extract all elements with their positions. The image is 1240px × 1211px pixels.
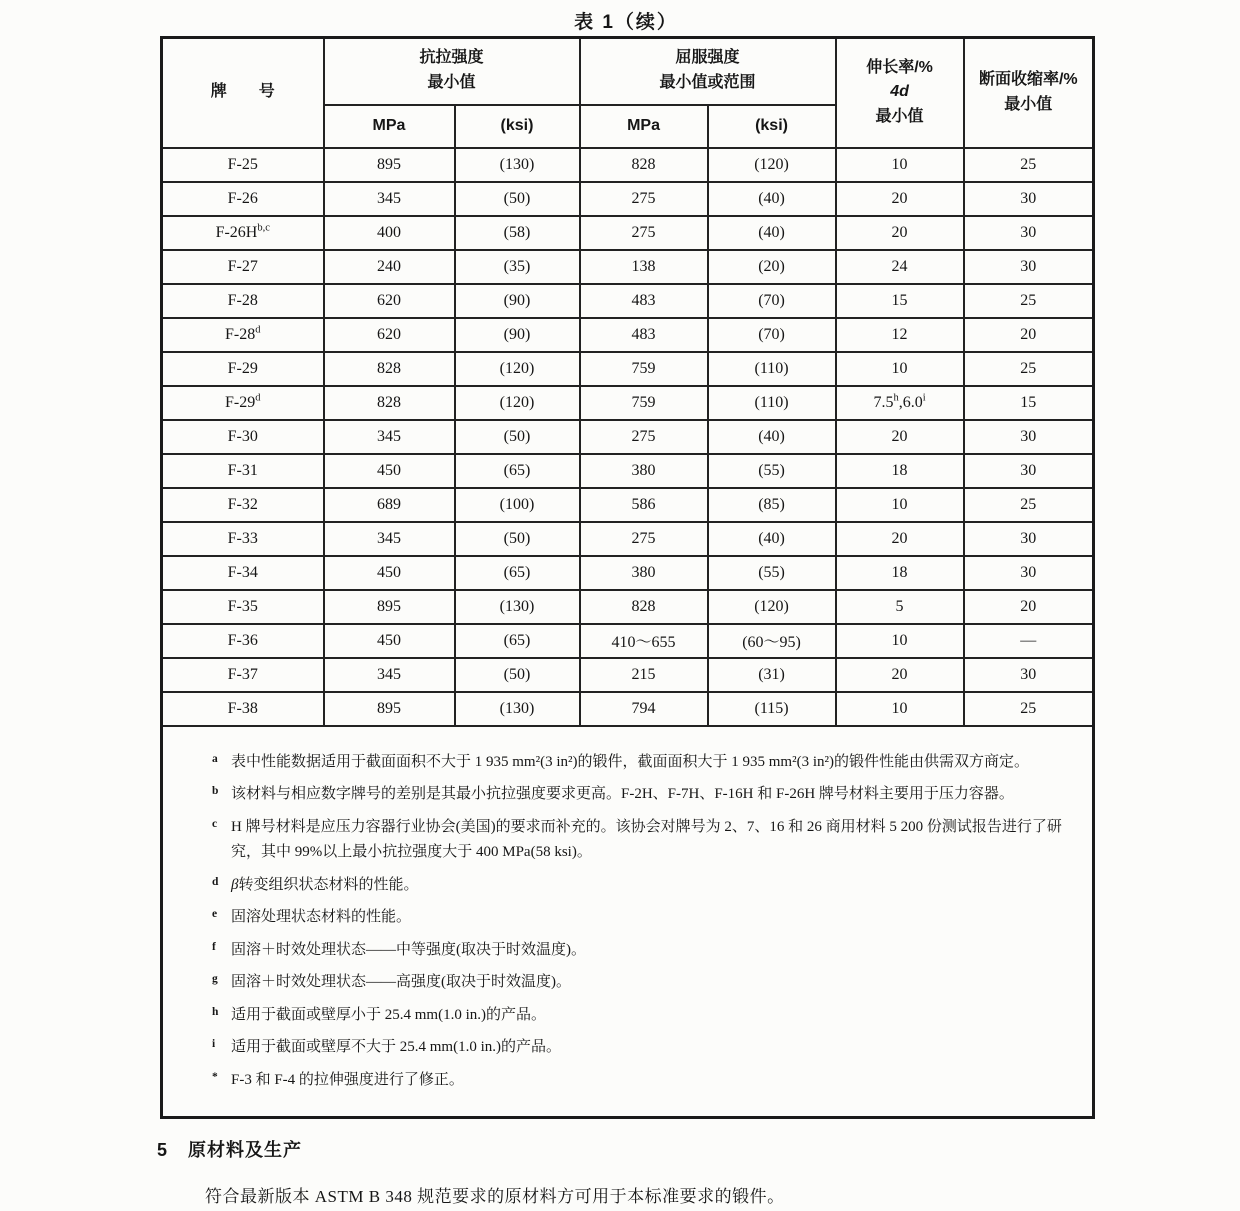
footnote	[207, 750, 1078, 776]
footnote-marker: c	[212, 817, 218, 830]
table-footnotes-cell	[162, 726, 1094, 1118]
tensile-mpa-cell: 345	[324, 522, 455, 556]
reduction-cell: 30	[964, 658, 1094, 692]
table-row	[162, 250, 1094, 284]
col-header-tensile-mpa: MPa	[324, 105, 455, 148]
yield-mpa-cell: 275	[580, 182, 708, 216]
yield-mpa-cell: 275	[580, 420, 708, 454]
footnote-greek-lead: β	[231, 876, 239, 893]
tensile-mpa-cell: 895	[324, 692, 455, 726]
tensile-ksi-cell: (50)	[455, 182, 580, 216]
elongation-cell: 12	[836, 318, 964, 352]
yield-ksi-cell: (40)	[708, 182, 836, 216]
tensile-ksi-cell: (65)	[455, 454, 580, 488]
table-row	[162, 386, 1094, 420]
reduction-cell: 15	[964, 386, 1094, 420]
table-row	[162, 182, 1094, 216]
footnote-marker: d	[212, 875, 219, 888]
elongation-cell: 15	[836, 284, 964, 318]
grade-cell: F-35	[162, 590, 324, 624]
grade-cell: F-37	[162, 658, 324, 692]
elongation-footnote-superscript-2: i	[922, 392, 926, 404]
elongation-cell: 10	[836, 148, 964, 182]
footnote-text: 表中性能数据适用于截面面积不大于 1 935 mm²(3 in²)的锻件，截面面积大于 1 935 mm²(3 in²)的锻件性能由供需双方商定。	[231, 753, 1029, 770]
footnote-list	[207, 750, 1078, 1094]
grade-cell: F-30	[162, 420, 324, 454]
elongation-footnote-superscript: h	[893, 392, 899, 404]
tensile-ksi-cell: (50)	[455, 522, 580, 556]
tensile-mpa-cell: 828	[324, 352, 455, 386]
tensile-mpa-cell: 450	[324, 624, 455, 658]
yield-ksi-cell: (120)	[708, 590, 836, 624]
yield-ksi-cell: (110)	[708, 352, 836, 386]
grade-cell: F-31	[162, 454, 324, 488]
table-row	[162, 624, 1094, 658]
tensile-ksi-cell: (58)	[455, 216, 580, 250]
grade-cell: F-25	[162, 148, 324, 182]
section-number: 5	[157, 1140, 169, 1160]
col-header-yield-mpa: MPa	[580, 105, 708, 148]
footnote-marker: g	[212, 973, 218, 985]
table-row	[162, 352, 1094, 386]
yield-mpa-cell: 828	[580, 590, 708, 624]
elongation-cell: 20	[836, 522, 964, 556]
col-header-reduction-of-area: 断面收缩率/% 最小值	[964, 38, 1094, 148]
footnote	[207, 873, 1078, 899]
reduction-cell: 30	[964, 216, 1094, 250]
tensile-mpa-cell: 345	[324, 658, 455, 692]
tensile-mpa-cell: 895	[324, 148, 455, 182]
tensile-mpa-cell: 345	[324, 182, 455, 216]
yield-ksi-cell: (40)	[708, 420, 836, 454]
yield-ksi-cell: (115)	[708, 692, 836, 726]
footnote-marker: e	[212, 908, 218, 920]
footnote-text: 固溶处理状态材料的性能。	[231, 909, 412, 925]
reduction-cell: 20	[964, 590, 1094, 624]
grade-footnote-superscript: d	[255, 392, 261, 404]
footnote-text: F-3 和 F-4 的拉伸强度进行了修正。	[231, 1071, 464, 1088]
reduction-cell: 25	[964, 148, 1094, 182]
grade-cell: F-28	[162, 284, 324, 318]
grade-footnote-superscript: b,c	[257, 222, 270, 234]
yield-ksi-cell: (31)	[708, 658, 836, 692]
footnote-marker: h	[212, 1005, 219, 1018]
grade-cell: F-26	[162, 182, 324, 216]
table-row	[162, 420, 1094, 454]
yield-ksi-cell: (110)	[708, 386, 836, 420]
tensile-ksi-cell: (65)	[455, 556, 580, 590]
col-header-yield-ksi: (ksi)	[708, 105, 836, 148]
reduction-cell: 30	[964, 250, 1094, 284]
footnote	[207, 782, 1078, 808]
yield-mpa-cell: 828	[580, 148, 708, 182]
reduction-cell: 25	[964, 692, 1094, 726]
elongation-cell: 10	[836, 352, 964, 386]
yield-ksi-cell: (60～95)	[708, 624, 836, 658]
reduction-cell: 30	[964, 182, 1094, 216]
tensile-mpa-cell: 240	[324, 250, 455, 284]
footnote-marker: b	[212, 785, 219, 797]
tensile-mpa-cell: 450	[324, 556, 455, 590]
elongation-cell: 5	[836, 590, 964, 624]
yield-ksi-cell: (40)	[708, 216, 836, 250]
table-row	[162, 590, 1094, 624]
footnote-text: 适用于截面或壁厚不大于 25.4 mm(1.0 in.)的产品。	[231, 1039, 561, 1055]
grade-cell: $F-26H^{b,c}$	[162, 216, 324, 250]
footnote	[207, 970, 1078, 996]
yield-mpa-cell: 794	[580, 692, 708, 726]
grade-cell: F-33	[162, 522, 324, 556]
section-heading	[157, 1136, 302, 1162]
yield-ksi-cell: (120)	[708, 148, 836, 182]
elongation-cell: 20	[836, 658, 964, 692]
tensile-ksi-cell: (130)	[455, 148, 580, 182]
yield-ksi-cell: (55)	[708, 454, 836, 488]
tensile-ksi-cell: (100)	[455, 488, 580, 522]
reduction-cell: —	[964, 624, 1094, 658]
elongation-cell: 10	[836, 692, 964, 726]
grade-cell: F-36	[162, 624, 324, 658]
col-header-yield-strength: 屈服强度 最小值或范围	[580, 38, 836, 105]
section-title: 原材料及生产	[188, 1140, 303, 1160]
tensile-ksi-cell: (50)	[455, 420, 580, 454]
tensile-mpa-cell: 620	[324, 318, 455, 352]
yield-mpa-cell: 483	[580, 284, 708, 318]
yield-ksi-cell: (40)	[708, 522, 836, 556]
tensile-mpa-cell: 689	[324, 488, 455, 522]
elongation-cell: 10	[836, 624, 964, 658]
table-row	[162, 556, 1094, 590]
table-row	[162, 216, 1094, 250]
mechanical-properties-table	[160, 36, 1095, 1119]
yield-ksi-cell: (85)	[708, 488, 836, 522]
elongation-cell: 24	[836, 250, 964, 284]
footnote-marker: a	[212, 752, 218, 765]
yield-mpa-cell: 483	[580, 318, 708, 352]
yield-mpa-cell: 380	[580, 454, 708, 488]
grade-cell: F-34	[162, 556, 324, 590]
footnote-marker: i	[212, 1038, 216, 1050]
tensile-ksi-cell: (120)	[455, 352, 580, 386]
footnote-text: H 牌号材料是应压力容器行业协会(美国)的要求而补充的。该协会对牌号为 2、7、16 和 26 商用材料 5 200 份测试报告进行了研究，其中 99%以上最小抗拉强度大于 400 MPa(58 ksi)。	[231, 818, 1062, 860]
footnote-marker: *	[212, 1070, 218, 1083]
footnote-text: 适用于截面或壁厚小于 25.4 mm(1.0 in.)的产品。	[231, 1006, 546, 1023]
yield-mpa-cell: 586	[580, 488, 708, 522]
elongation-cell: 18	[836, 556, 964, 590]
yield-mpa-cell: 275	[580, 216, 708, 250]
tensile-ksi-cell: (35)	[455, 250, 580, 284]
tensile-mpa-cell: 828	[324, 386, 455, 420]
tensile-mpa-cell: 345	[324, 420, 455, 454]
yield-mpa-cell: 759	[580, 386, 708, 420]
reduction-cell: 30	[964, 556, 1094, 590]
footnote	[207, 1068, 1078, 1094]
tensile-mpa-cell: 620	[324, 284, 455, 318]
reduction-cell: 20	[964, 318, 1094, 352]
elongation-cell: 20	[836, 182, 964, 216]
tensile-mpa-cell: 400	[324, 216, 455, 250]
yield-mpa-cell: 215	[580, 658, 708, 692]
section-paragraph: 符合最新版本 ASTM B 348 规范要求的原材料方可用于本标准要求的锻件。	[205, 1187, 785, 1206]
footnote	[207, 1003, 1078, 1029]
table-header	[162, 38, 1094, 148]
footnote	[207, 815, 1078, 866]
yield-mpa-cell: 275	[580, 522, 708, 556]
table-row	[162, 658, 1094, 692]
table-row	[162, 488, 1094, 522]
footnote-marker: f	[212, 940, 216, 953]
reduction-cell: 25	[964, 284, 1094, 318]
yield-mpa-cell: 759	[580, 352, 708, 386]
footnote-text: 固溶＋时效处理状态——高强度(取决于时效温度)。	[231, 974, 571, 990]
col-header-grade: 牌 号	[162, 38, 324, 148]
yield-ksi-cell: (20)	[708, 250, 836, 284]
yield-ksi-cell: (70)	[708, 284, 836, 318]
table-body	[162, 148, 1094, 726]
yield-mpa-cell: 410～655	[580, 624, 708, 658]
yield-ksi-cell: (55)	[708, 556, 836, 590]
reduction-cell: 30	[964, 522, 1094, 556]
reduction-cell: 25	[964, 352, 1094, 386]
grade-cell: F-38	[162, 692, 324, 726]
yield-mpa-cell: 380	[580, 556, 708, 590]
tensile-ksi-cell: (90)	[455, 284, 580, 318]
tensile-ksi-cell: (130)	[455, 692, 580, 726]
col-header-elongation: 伸长率/% 4d 最小值	[836, 38, 964, 148]
grade-cell: F-28$^d$	[162, 318, 324, 352]
table-row	[162, 522, 1094, 556]
footnote-text: 该材料与相应数字牌号的差别是其最小抗拉强度要求更高。F-2H、F-7H、F-16H 和 F-26H 牌号材料主要用于压力容器。	[231, 786, 1014, 802]
tensile-ksi-cell: (50)	[455, 658, 580, 692]
footnote-text: 固溶＋时效处理状态——中等强度(取决于时效温度)。	[231, 941, 586, 958]
yield-ksi-cell: (70)	[708, 318, 836, 352]
elongation-cell: 20	[836, 420, 964, 454]
grade-cell: F-29	[162, 352, 324, 386]
table-row	[162, 318, 1094, 352]
table-row	[162, 454, 1094, 488]
table-row	[162, 284, 1094, 318]
elongation-cell: 7.5$^h$,6.0$^i$	[836, 386, 964, 420]
tensile-mpa-cell: 450	[324, 454, 455, 488]
grade-cell: F-32	[162, 488, 324, 522]
table-row	[162, 692, 1094, 726]
elongation-cell: 20	[836, 216, 964, 250]
footnote	[207, 905, 1078, 931]
grade-cell: F-27	[162, 250, 324, 284]
grade-cell: F-29$^d$	[162, 386, 324, 420]
table-row	[162, 148, 1094, 182]
reduction-cell: 30	[964, 420, 1094, 454]
col-header-tensile-strength: 抗拉强度 最小值	[324, 38, 580, 105]
table-title: 表 1（续）	[574, 12, 678, 33]
tensile-ksi-cell: (130)	[455, 590, 580, 624]
footnote	[207, 938, 1078, 964]
yield-mpa-cell: 138	[580, 250, 708, 284]
tensile-ksi-cell: (120)	[455, 386, 580, 420]
footnote-text: 转变组织状态材料的性能。	[238, 876, 419, 893]
tensile-ksi-cell: (90)	[455, 318, 580, 352]
grade-footnote-superscript: d	[255, 324, 261, 336]
col-header-tensile-ksi: (ksi)	[455, 105, 580, 148]
elongation-cell: 10	[836, 488, 964, 522]
elongation-cell: 18	[836, 454, 964, 488]
reduction-cell: 30	[964, 454, 1094, 488]
reduction-cell: 25	[964, 488, 1094, 522]
tensile-ksi-cell: (65)	[455, 624, 580, 658]
tensile-mpa-cell: 895	[324, 590, 455, 624]
footnote	[207, 1035, 1078, 1061]
